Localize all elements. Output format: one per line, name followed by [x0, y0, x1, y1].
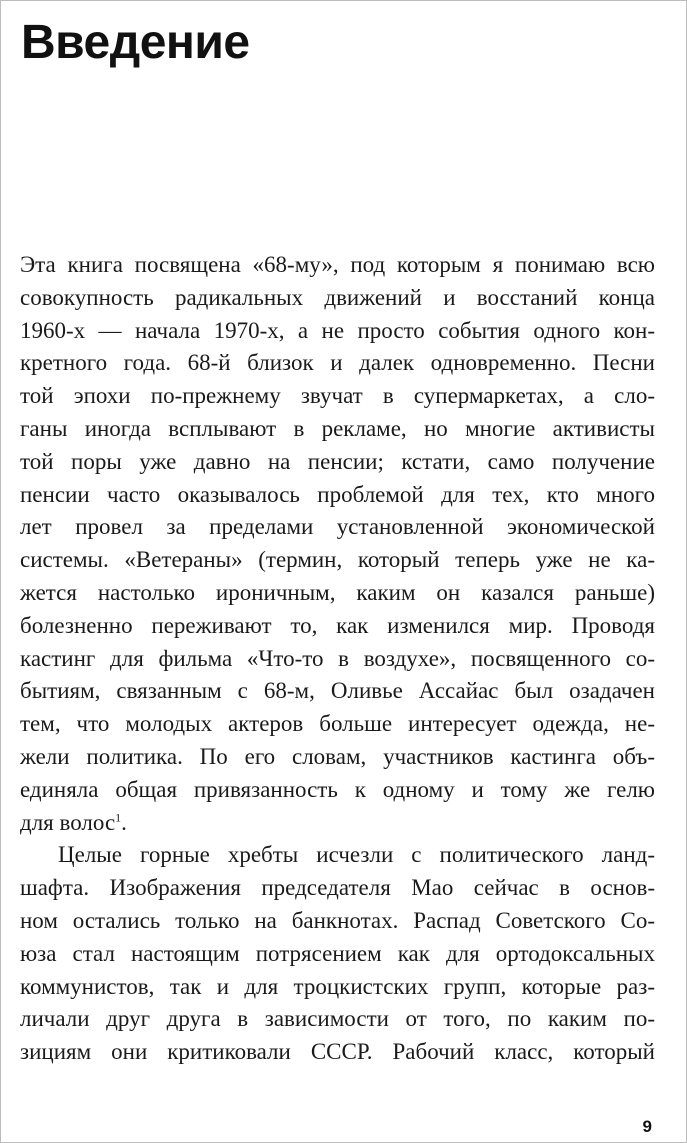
text-line: ном остались только на банкнотах. Распад Советского Со- — [20, 907, 655, 933]
text-line: зициям они критиковали СССР. Рабочий класс, который — [20, 1039, 655, 1065]
text-line: системы. «Ветераны» (термин, который теперь уже не ка- — [20, 547, 655, 573]
text-line: ганы иногда всплывают в рекламе, но многие активисты — [20, 415, 655, 441]
text-line: тем, что молодых актеров больше интересует одежда, не- — [20, 711, 655, 737]
text-line: личали друг друга в зависимости от того, по каким по- — [20, 1006, 655, 1032]
paragraph-1 — [20, 249, 655, 839]
text-line: жели политика. По его словам, участников кастинга объ- — [20, 743, 655, 769]
chapter-body — [20, 249, 655, 1069]
text-line: жется настолько ироничным, каким он казался раньше) — [20, 579, 655, 605]
text-line: юза стал настоящим потрясением как для ортодоксальных — [20, 940, 655, 966]
text-line: кретного года. 68-й близок и далек одновременно. Песни — [20, 350, 655, 376]
text-line: бытиям, связанным с 68-м, Оливье Ассайас был озадачен — [20, 678, 655, 704]
text-line: совокупность радикальных движений и восстаний конца — [20, 284, 655, 310]
text-line: пенсии часто оказывалось проблемой для тех, кто много — [20, 481, 655, 507]
text-line: болезненно переживают то, как изменился мир. Проводя — [20, 612, 655, 638]
text-line: коммунистов, так и для троцкистских групп, которые раз- — [20, 973, 655, 999]
paragraph-2 — [20, 839, 655, 1069]
text-line: лет провел за пределами установленной экономической — [20, 514, 655, 540]
text-line: Эта книга посвящена «68-му», под которым я понимаю всю — [20, 252, 655, 277]
text-line: 1960-х — начала 1970-х, а не просто события одного кон- — [20, 317, 655, 343]
text-line: кастинг для фильма «Что-то в воздухе», посвященного со- — [20, 645, 655, 671]
text-line-content: для волос — [20, 809, 116, 835]
text-line: Целые горные хребты исчезли с политического ланд- — [58, 842, 655, 868]
footnote-reference[interactable]: 1 — [115, 809, 122, 824]
text-line: той поры уже давно на пенсии; кстати, само получение — [20, 448, 655, 474]
page-number: 9 — [642, 1117, 652, 1136]
sentence-period: . — [121, 809, 127, 835]
text-line: той эпохи по-прежнему звучат в супермаркетах, а сло- — [20, 383, 655, 409]
text-line-last — [20, 807, 655, 840]
text-line: шафта. Изображения председателя Мао сейчас в основ- — [20, 875, 655, 901]
text-line: единяла общая привязанность к одному и тому же гелю — [20, 776, 655, 802]
chapter-title: Введение — [21, 16, 250, 69]
